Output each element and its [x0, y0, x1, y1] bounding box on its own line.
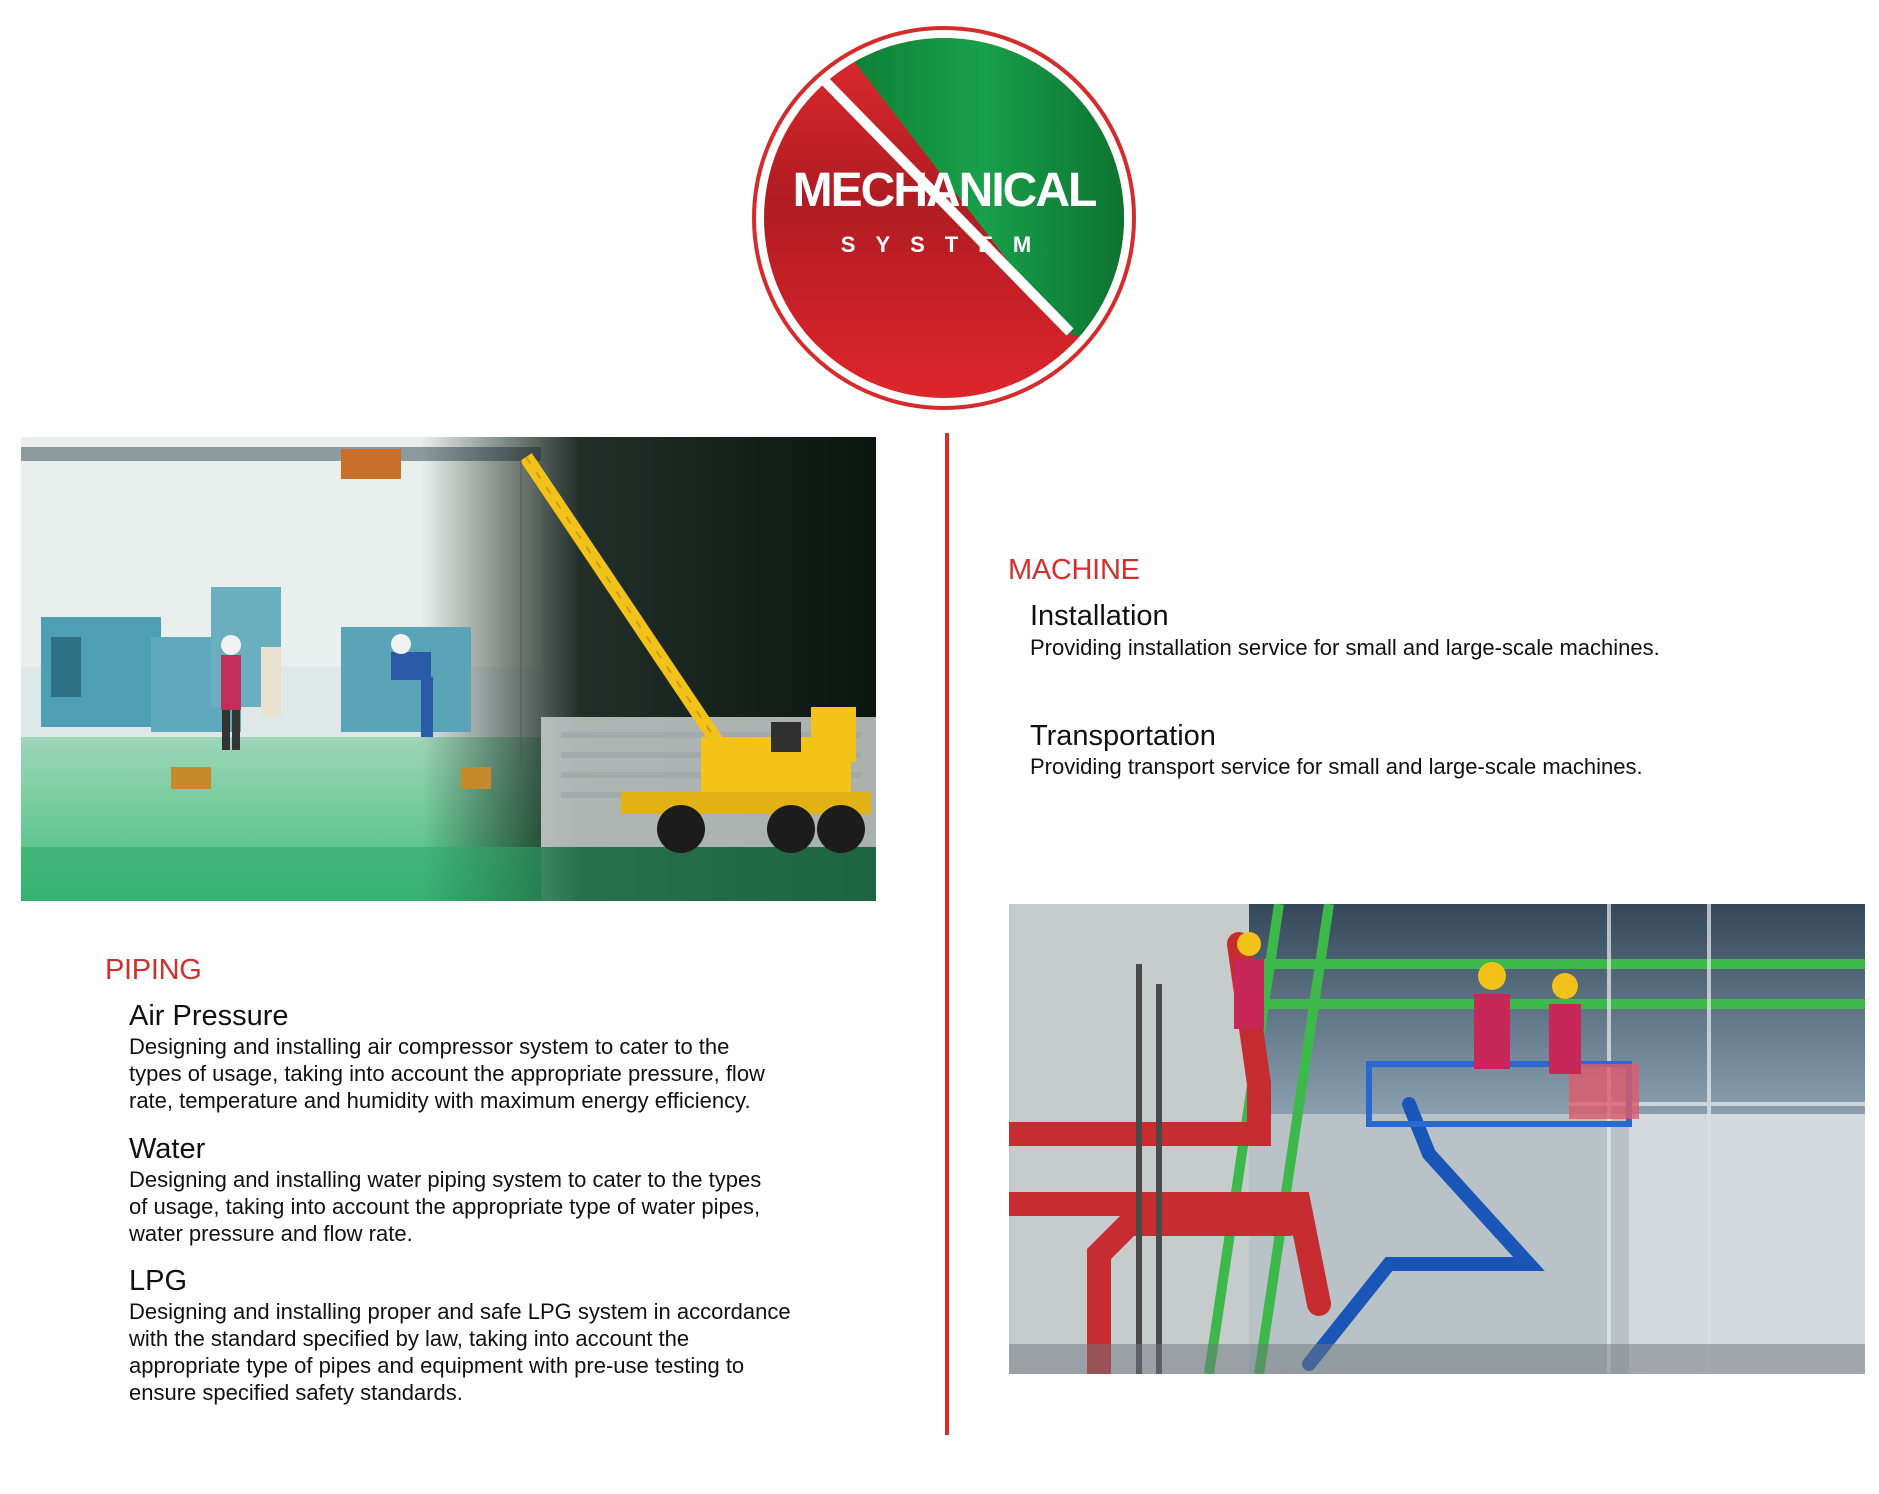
- desc-line: with the standard specified by law, taking into account the: [129, 1326, 690, 1351]
- transportation-desc: Providing transport service for small and large-scale machines.: [1030, 754, 1643, 779]
- center-divider: [945, 433, 949, 1435]
- desc-line: ensure specified safety standards.: [129, 1380, 463, 1405]
- logo-subtitle: SYSTEM: [840, 232, 1052, 257]
- desc-line: rate, temperature and humidity with maximum energy efficiency.: [129, 1088, 751, 1113]
- installation-title: Installation: [1030, 600, 1169, 632]
- transportation-title: Transportation: [1030, 720, 1216, 752]
- machines-crane-photo: [21, 437, 876, 901]
- air-pressure-title: Air Pressure: [129, 1000, 289, 1032]
- logo-title: MECHANICAL: [792, 164, 1096, 217]
- desc-line: of usage, taking into account the appropriate type of water pipes,: [129, 1194, 761, 1219]
- desc-line: Designing and installing air compressor system to cater to the: [129, 1034, 730, 1059]
- water-desc: [129, 1166, 889, 1247]
- machine-heading: MACHINE: [1008, 554, 1140, 586]
- desc-line: Designing and installing proper and safe LPG system in accordance: [129, 1299, 791, 1324]
- piping-lift-photo: [1009, 904, 1865, 1374]
- air-pressure-desc: [129, 1033, 889, 1114]
- desc-line: types of usage, taking into account the appropriate pressure, flow: [129, 1061, 765, 1086]
- piping-heading: PIPING: [105, 954, 202, 986]
- lpg-title: LPG: [129, 1265, 188, 1297]
- mechanical-system-logo: [752, 26, 1136, 410]
- installation-desc: Providing installation service for small and large-scale machines.: [1030, 635, 1660, 660]
- desc-line: water pressure and flow rate.: [129, 1221, 413, 1246]
- lpg-desc: [129, 1298, 889, 1406]
- water-title: Water: [129, 1133, 206, 1165]
- desc-line: Designing and installing water piping system to cater to the types: [129, 1167, 762, 1192]
- desc-line: appropriate type of pipes and equipment with pre-use testing to: [129, 1353, 745, 1378]
